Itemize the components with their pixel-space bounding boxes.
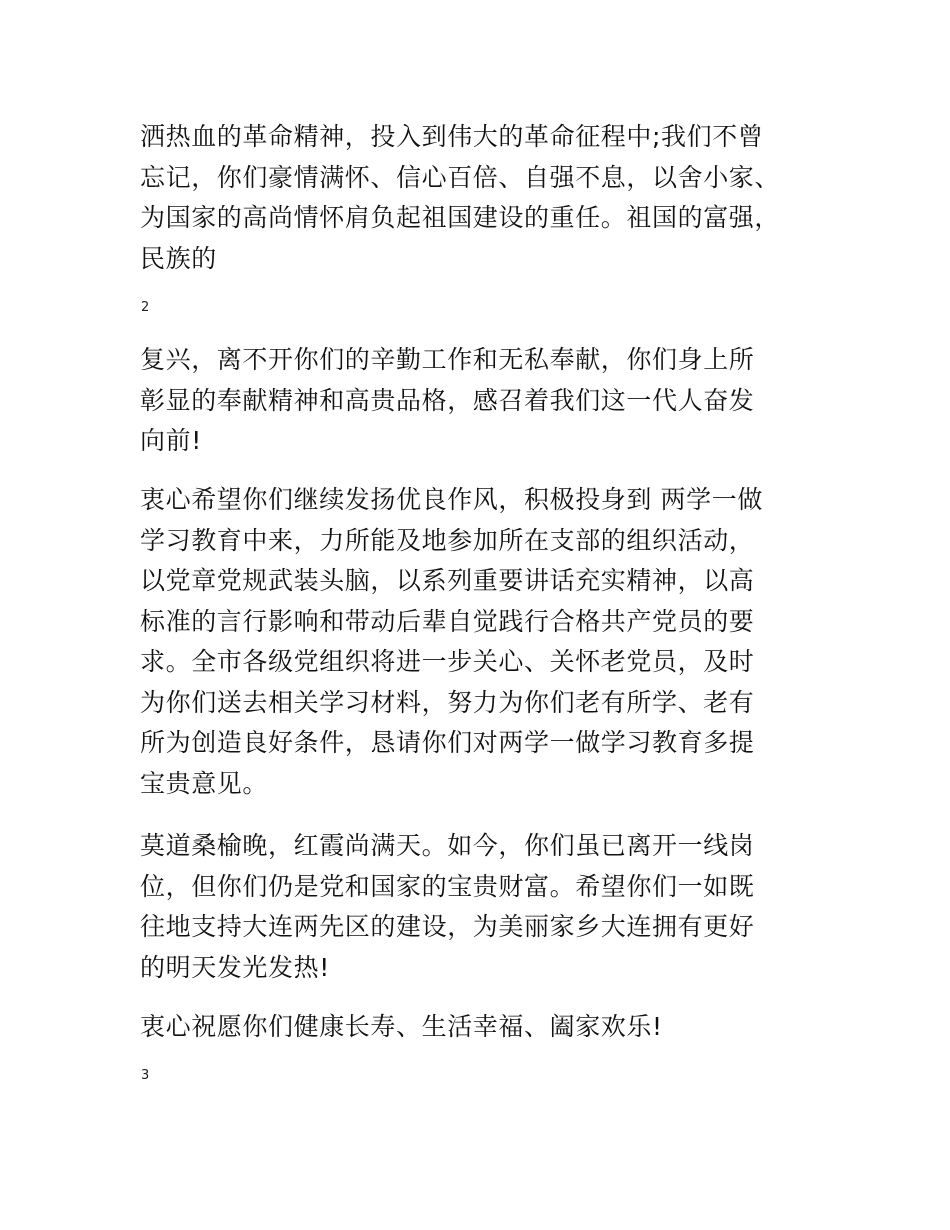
text-line: 忘记，你们豪情满怀、信心百倍、自强不息，以舍小家、 <box>140 162 781 192</box>
text-line: 复兴，离不开你们的辛勤工作和无私奉献，你们身上所 <box>140 345 755 374</box>
text-line: 的明天发光发热! <box>140 952 330 982</box>
paragraph-3 <box>140 480 820 804</box>
text-line: 洒热血的革命精神，投入到伟大的革命征程中;我们不曾 <box>140 122 764 151</box>
text-line: 位，但你们仍是党和国家的宝贵财富。希望你们一如既 <box>140 871 755 901</box>
text-line: 衷心希望你们继续发扬优良作风，积极投身到 两学一做 <box>140 485 763 514</box>
text-line: 为国家的高尚情怀肩负起祖国建设的重任。祖国的富强， <box>140 203 781 232</box>
text-line: 往地支持大连两先区的建设，为美丽家乡大连拥有更好 <box>140 912 755 941</box>
page-number: 3 <box>141 1068 150 1083</box>
page-number: 2 <box>141 300 150 315</box>
paragraph-1 <box>140 117 820 279</box>
text-line: 衷心祝愿你们健康长寿、生活幸福、阖家欢乐! <box>140 1012 663 1041</box>
text-line: 彰显的奉献精神和高贵品格，感召着我们这一代人奋发 <box>140 385 755 415</box>
text-line: 学习教育中来，力所能及地参加所在支部的组织活动， <box>140 525 755 555</box>
text-line: 为你们送去相关学习材料，努力为你们老有所学、老有 <box>140 687 755 717</box>
text-line: 宝贵意见。 <box>140 768 269 798</box>
text-line: 莫道桑榆晚，红霞尚满天。如今，你们虽已离开一线岗 <box>140 831 755 860</box>
text-line: 标准的言行影响和带动后辈自觉践行合格共产党员的要 <box>140 606 755 636</box>
paragraph-4 <box>140 826 820 988</box>
text-line: 民族的 <box>140 243 217 273</box>
text-line: 以党章党规武装头脑，以系列重要讲话充实精神，以高 <box>140 566 755 595</box>
paragraph-2 <box>140 340 820 462</box>
text-line: 向前! <box>140 426 202 455</box>
text-line: 所为创造良好条件，恳请你们对两学一做学习教育多提 <box>140 728 755 757</box>
text-line: 求。全市各级党组织将进一步关心、关怀老党员，及时 <box>140 647 755 676</box>
paragraph-5 <box>140 1007 820 1048</box>
